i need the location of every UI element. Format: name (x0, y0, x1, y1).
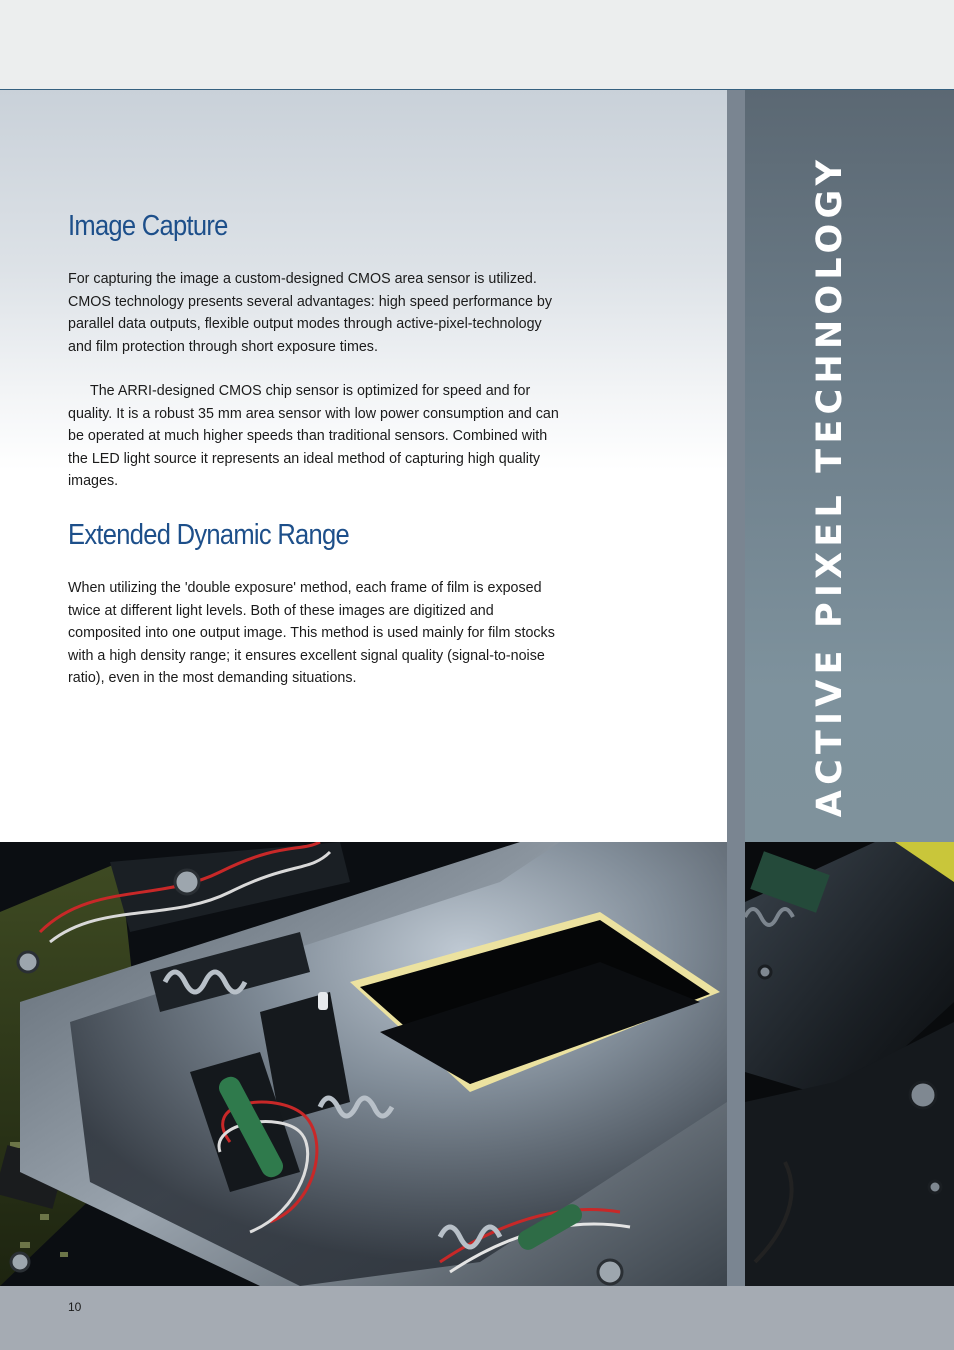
page-number: 10 (68, 1300, 82, 1314)
paragraph-extended-dynamic-range: When utilizing the 'double exposure' method, each frame of film is exposed twice at different light levels. Both of these images are digitized and composited into one output image. This method is used mainly for film stocks with a high density range; it ensures excellent signal quality (signal-to-noise ratio), even in the most demanding situations. (68, 580, 555, 686)
sensor-photo (0, 842, 727, 1286)
heading-extended-dynamic-range: Extended Dynamic Range (68, 519, 350, 551)
divider-strip (727, 90, 745, 1286)
section-title (800, 154, 860, 818)
section-title-text: ACTIVE PIXEL TECHNOLOGY (810, 154, 850, 818)
top-band (0, 0, 954, 90)
sensor-photo-detail-illustration (745, 842, 954, 1286)
paragraph-image-capture-1: For capturing the image a custom-designed CMOS area sensor is utilized. CMOS technology presents several advantages: high speed performance by parallel data outputs, flexible output modes through active-pixel-technology and film protection through short exposure times. (68, 271, 552, 355)
sensor-photo-detail (745, 842, 954, 1286)
heading-image-capture: Image Capture (68, 210, 228, 242)
paragraph-image-capture-2 (68, 380, 568, 493)
footer-band (0, 1286, 954, 1350)
sensor-photo-illustration (0, 842, 727, 1286)
paragraph-image-capture-2-text: The ARRI-designed CMOS chip sensor is optimized for speed and for quality. It is a robust 35 mm area sensor with low power consumption and can be operated at much higher speeds than traditional sensors. Combined with the LED light source it represents an ideal method of capturing high quality images. (68, 383, 559, 489)
